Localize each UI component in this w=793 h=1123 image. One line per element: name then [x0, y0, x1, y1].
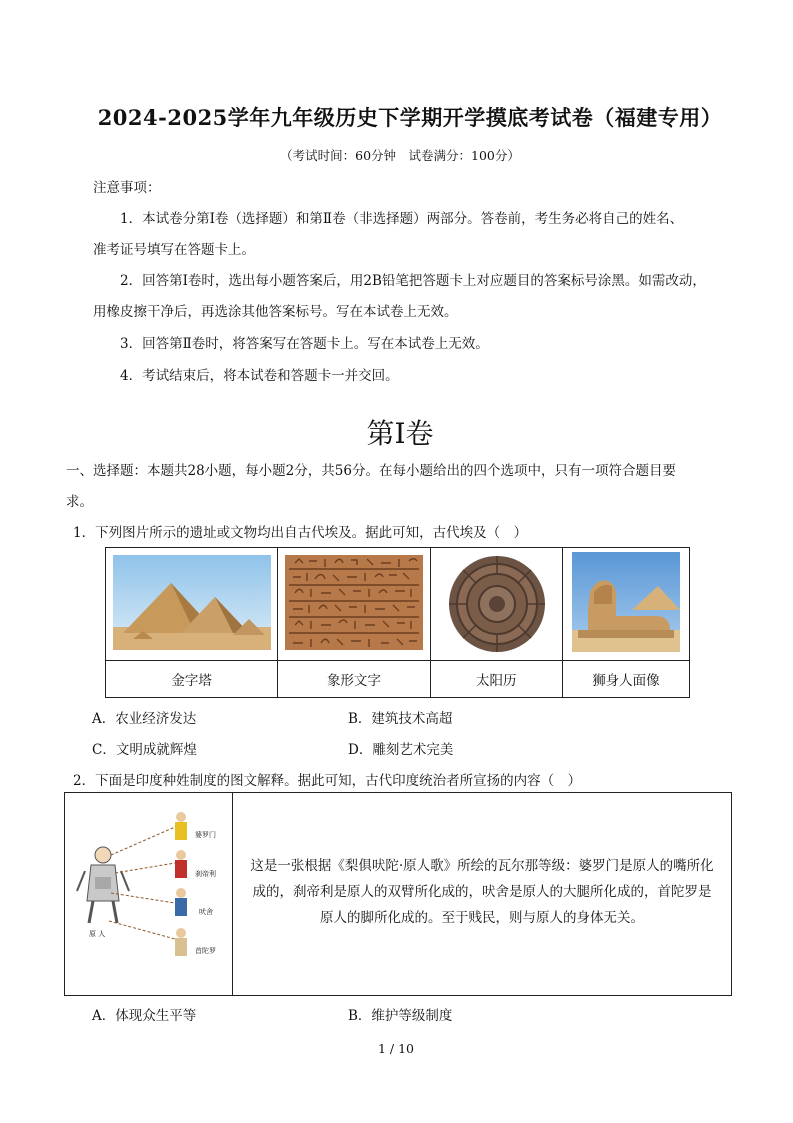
q1-option-a: A．农业经济发达 — [92, 711, 197, 727]
q2-text-line3: 原人的脚所化成的。至于贱民，则与原人的身体无关。 — [320, 910, 644, 926]
q1-stem: 1．下列图片所示的遗址或文物均出自古代埃及。据此可知，古代埃及（ ） — [73, 525, 528, 541]
sun-calendar-image-cell — [430, 548, 562, 661]
note-2-line1: 2．回答第Ⅰ卷时，选出每小题答案后，用2B铅笔把答题卡上对应题目的答案标号涂黑。如需改动， — [120, 273, 706, 289]
q2-explanation — [237, 853, 727, 931]
sun-calendar-image — [437, 550, 555, 655]
purusha-figure — [77, 847, 129, 923]
q2-stem: 2．下面是印度种姓制度的图文解释。据此可知，古代印度统治者所宣扬的内容（ ） — [73, 773, 582, 789]
exam-title: 2024-2025学年九年级历史下学期开学摸底考试卷（福建专用） — [97, 105, 723, 130]
q2-option-b: B．维护等级制度 — [348, 1008, 453, 1024]
caste-illustration — [65, 793, 232, 995]
caption-sun-calendar: 太阳历 — [430, 661, 562, 698]
pyramid-image-cell — [106, 548, 278, 661]
q2-text-line1: 这是一张根据《梨俱吠陀·原人歌》所绘的瓦尔那等级：婆罗门是原人的嘴所化 — [250, 858, 714, 874]
note-4: 4．考试结束后，将本试卷和答题卡一并交回。 — [120, 368, 399, 384]
caption-hieroglyph: 象形文字 — [278, 661, 430, 698]
note-3: 3．回答第Ⅱ卷时，将答案写在答题卡上。写在本试卷上无效。 — [120, 336, 489, 352]
q2-text-line2: 成的，刹帝利是原人的双臂所化成的，吠舍是原人的大腿所化成的，首陀罗是 — [252, 884, 712, 900]
pyramid-image — [113, 555, 271, 650]
q1-image-table — [105, 547, 690, 698]
caste-label-shudra: 首陀罗 — [195, 947, 216, 955]
page-number: 1 / 10 — [377, 1041, 415, 1056]
caste-diagram — [65, 793, 233, 995]
caption-sphinx: 狮身人面像 — [562, 661, 689, 698]
note-1-line1: 1．本试卷分第Ⅰ卷（选择题）和第Ⅱ卷（非选择题）两部分。答卷前，考生务必将自己的姓名、 — [120, 211, 684, 227]
q1-option-c: C．文明成就辉煌 — [92, 742, 197, 758]
q2-option-a: A．体现众生平等 — [92, 1008, 197, 1024]
section-instruction-line2: 求。 — [66, 494, 93, 510]
sphinx-image — [572, 552, 680, 652]
note-1-line2: 准考证号填写在答题卡上。 — [93, 242, 255, 258]
q2-figure-box — [64, 792, 732, 996]
caste-label-purusha: 原 人 — [89, 930, 106, 938]
caste-label-vaishya: 吠舍 — [199, 908, 213, 916]
caste-label-brahmin: 婆罗门 — [195, 831, 216, 839]
section-title: 第Ⅰ卷 — [366, 417, 434, 450]
exam-subtitle: （考试时间：60分钟 试卷满分：100分） — [280, 148, 520, 163]
note-2-line2: 用橡皮擦干净后，再选涂其他答案标号。写在本试卷上无效。 — [93, 304, 458, 320]
hieroglyph-image — [285, 555, 423, 650]
notes-heading: 注意事项： — [93, 180, 161, 196]
caste-label-kshatriya: 刹帝利 — [195, 870, 216, 878]
hieroglyph-image-cell — [278, 548, 430, 661]
caption-pyramid: 金字塔 — [106, 661, 278, 698]
section-instruction-line1: 一、选择题：本题共28小题，每小题2分，共56分。在每小题给出的四个选项中，只有一项符合题目要 — [66, 463, 676, 479]
q1-option-d: D．雕刻艺术完美 — [348, 742, 454, 758]
q1-option-b: B．建筑技术高超 — [348, 711, 453, 727]
sphinx-image-cell — [562, 548, 689, 661]
